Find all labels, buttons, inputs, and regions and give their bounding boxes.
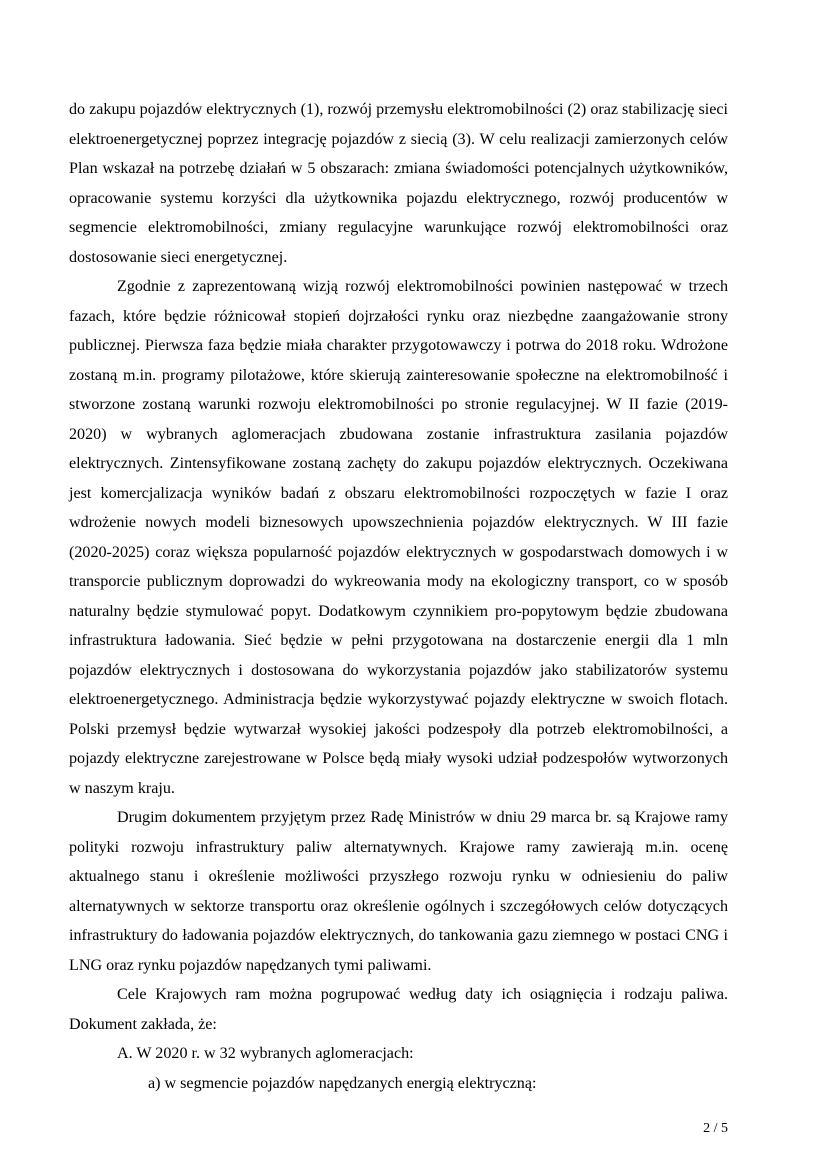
page-number: 2 / 5	[703, 1121, 728, 1136]
list-item: A. W 2020 r. w 32 wybranych aglomeracjach:	[117, 1045, 414, 1062]
paragraph: do zakupu pojazdów elektrycznych (1), rozwój przemysłu elektromobilności (2) oraz stabilizację sieci elektroenergetycznej poprzez integrację pojazdów z siecią (3). W celu realizacji zamierzonych celów Plan wskazał na potrzebę działań w 5 obszarach: zmiana świadomości potencjalnych użytkowników, opracowanie systemu korzyści dla użytkownika pojazdu elektrycznego, rozwój producentów w segmencie elektromobilności, zmiany regulacyjne warunkujące rozwój elektromobilności oraz dostosowanie sieci energetycznej.	[69, 101, 728, 266]
paragraph: Zgodnie z zaprezentowaną wizją rozwój elektromobilności powinien następować w trzech fazach, które będzie różnicował stopień dojrzałości rynku oraz niezbędne zaangażowanie strony publicznej. Pierwsza faza będzie miała charakter przygotowawczy i potrwa do 2018 roku. Wdrożone zostaną m.in. programy pilotażowe, które skierują zainteresowanie społeczne na elektromobilność i stworzone zostaną warunki rozwoju elektromobilności po stronie regulacyjnej. W II fazie (2019-2020) w wybranych aglomeracjach zbudowana zostanie infrastruktura zasilania pojazdów elektrycznych. Zintensyfikowane zostaną zachęty do zakupu pojazdów elektrycznych. Oczekiwana jest komercjalizacja wyników badań z obszaru elektromobilności rozpoczętych w fazie I oraz wdrożenie nowych modeli biznesowych upowszechnienia pojazdów elektrycznych. W III fazie (2020-2025) coraz większa popularność pojazdów elektrycznych w gospodarstwach domowych i w transporcie publicznym doprowadzi do wykreowania mody na ekologiczny transport, co w sposób naturalny będzie stymulować popyt. Dodatkowym czynnikiem pro-popytowym będzie zbudowana infrastruktura ładowania. Sieć będzie w pełni przygotowana na dostarczenie energii dla 1 mln pojazdów elektrycznych i dostosowana do wykorzystania pojazdów jako stabilizatorów systemu elektroenergetycznego. Administracja będzie wykorzystywać pojazdy elektryczne w swoich flotach. Polski przemysł będzie wytwarzał wysokiej jakości podzespoły dla potrzeb elektromobilności, a pojazdy elektryczne zarejestrowane w Polsce będą miały wysoki udział podzespołów wytworzonych w naszym kraju.	[69, 278, 728, 797]
list-subitem: a) w segmencie pojazdów napędzanych energią elektryczną:	[148, 1074, 537, 1092]
paragraph: Cele Krajowych ram można pogrupować według daty ich osiągnięcia i rodzaju paliwa. Dokument zakłada, że:	[69, 986, 728, 1033]
body-text	[69, 95, 728, 1098]
paragraph: Drugim dokumentem przyjętym przez Radę Ministrów w dniu 29 marca br. są Krajowe ramy polityki rozwoju infrastruktury paliw alternatywnych. Krajowe ramy zawierają m.in. ocenę aktualnego stanu i określenie możliwości przyszłego rozwoju rynku w odniesieniu do paliw alternatywnych w sektorze transportu oraz określenie ogólnych i szczegółowych celów dotyczących infrastruktury do ładowania pojazdów elektrycznych, do tankowania gazu ziemnego w postaci CNG i LNG oraz rynku pojazdów napędzanych tymi paliwami.	[69, 809, 728, 974]
